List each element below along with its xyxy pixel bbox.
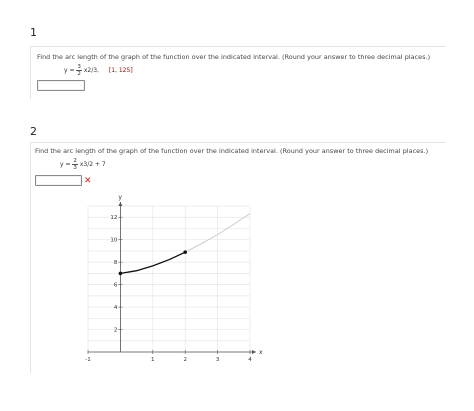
y-tick-label: 10 xyxy=(110,237,118,244)
x-mark-icon: ✕ xyxy=(84,176,92,186)
y-tick-label: 2 xyxy=(113,327,118,334)
y-axis-label: y xyxy=(118,194,122,201)
x-axis-label: x xyxy=(259,349,263,356)
fraction-denominator: 2 xyxy=(77,71,81,77)
endpoint-marker xyxy=(183,250,187,254)
x-tick-label: -1 xyxy=(85,357,91,363)
x-tick-label: 4 xyxy=(248,357,252,363)
y-tick-label: 12 xyxy=(110,215,118,222)
formula-lhs: y = xyxy=(60,161,71,168)
x-axis-arrow xyxy=(252,350,256,354)
x-tick-label: 3 xyxy=(215,357,220,363)
y-axis-arrow xyxy=(118,202,122,206)
fraction-denominator: 3 xyxy=(73,165,77,171)
y-tick-label: 6 xyxy=(113,282,118,289)
formula-term: x3/2 + 7 xyxy=(79,161,106,168)
formula-interval: [1, 125] xyxy=(108,67,133,74)
y-tick-label: 8 xyxy=(113,260,118,267)
formula-term: x2/3, xyxy=(83,67,99,74)
fraction-numerator: 3 xyxy=(77,64,81,70)
question-2-prompt: Find the arc length of the graph of the function over the indicated interval. (Round your answer to three decimal places.) xyxy=(35,147,429,155)
endpoint-marker xyxy=(119,272,123,276)
x-tick-label: 1 xyxy=(151,357,155,363)
formula-lhs: y = xyxy=(64,67,75,74)
fraction-numerator: 2 xyxy=(73,158,77,164)
y-tick-label: 4 xyxy=(113,305,118,312)
question-2-number: 2 xyxy=(30,125,37,138)
question-1-number: 1 xyxy=(30,26,37,39)
x-tick-label: 2 xyxy=(183,357,187,363)
question-1-prompt: Find the arc length of the graph of the function over the indicated interval. (Round your answer to three decimal places.) xyxy=(37,53,431,61)
